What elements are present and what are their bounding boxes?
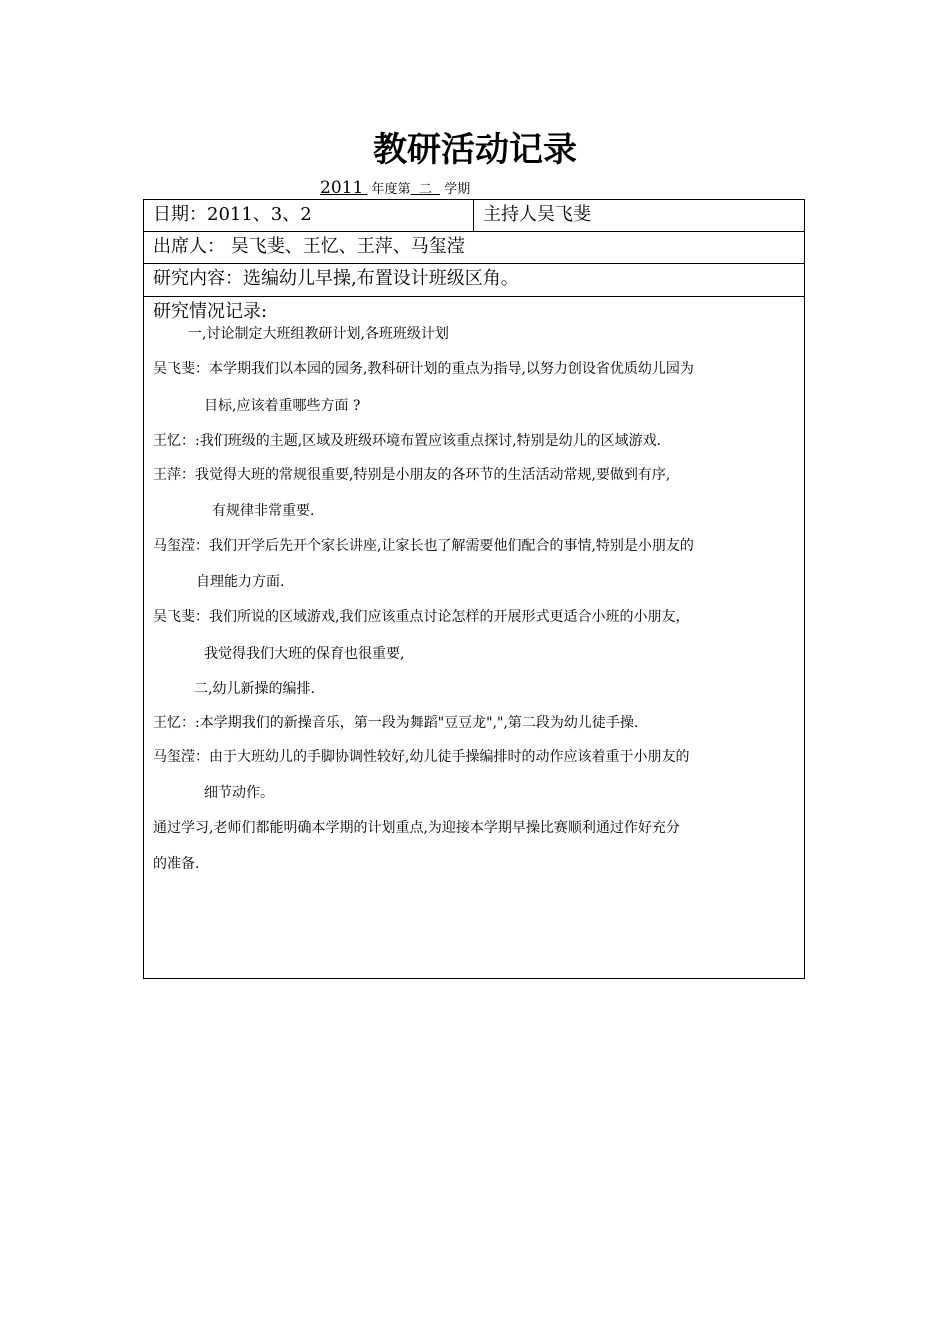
record-line: 有规律非常重要.: [212, 503, 315, 519]
record-line: 吴飞斐：本学期我们以本园的园务,教科研计划的重点为指导,以努力创设省优质幼儿园为: [153, 361, 694, 377]
record-line: 马玺滢：我们开学后先开个家长讲座,让家长也了解需要他们配合的事情,特别是小朋友的: [153, 538, 694, 554]
content-row: [144, 264, 804, 297]
record-line: 二,幼儿新操的编排.: [194, 681, 315, 697]
attendees-cell: 出席人： 吴飞斐、王忆、王萍、马玺滢: [153, 236, 465, 257]
research-content-cell: 研究内容：选编幼儿早操,布置设计班级区角。: [153, 268, 519, 289]
semester-line: [320, 177, 470, 201]
record-line: 一,讨论制定大班组教研计划,各班班级计划: [188, 326, 449, 342]
date-host-row: [144, 200, 804, 232]
record-line: 自理能力方面.: [196, 574, 285, 590]
record-line: 吴飞斐：我们所说的区域游戏,我们应该重点讨论怎样的开展形式更适合小班的小朋友，: [153, 609, 690, 625]
record-line: 王忆：:我们班级的主题,区域及班级环境布置应该重点探讨,特别是幼儿的区域游戏.: [153, 433, 662, 449]
record-line: 细节动作。: [204, 785, 274, 801]
record-line: 王忆：:本学期我们的新操音乐，第一段为舞蹈"豆豆龙",",第二段为幼儿徒手操.: [153, 715, 639, 731]
semester-term-suffix: 学期: [444, 182, 471, 197]
record-line: 通过学习,老师们都能明确本学期的计划重点,为迎接本学期早操比赛顺利通过作好充分: [153, 820, 680, 836]
record-heading: 研究情况记录:: [153, 301, 268, 322]
attendees-row: [144, 232, 804, 264]
record-table: [143, 199, 805, 979]
record-line: 马玺滢：由于大班幼儿的手脚协调性较好,幼儿徒手操编排时的动作应该着重于小朋友的: [153, 749, 690, 765]
record-line: 王萍：我觉得大班的常规很重要,特别是小朋友的各环节的生活活动常规,要做到有序,: [153, 467, 671, 483]
record-line: 目标,应该着重哪些方面 ?: [204, 398, 361, 414]
semester-year: 2011: [320, 178, 364, 198]
record-line: 我觉得我们大班的保育也很重要,: [204, 646, 405, 662]
record-line: 的准备.: [153, 856, 200, 872]
semester-year-suffix: 年度第: [371, 182, 411, 197]
date-cell: 日期：2011、3、2: [144, 200, 474, 231]
host-cell: 主持人吴飞斐: [483, 204, 591, 225]
semester-term: 二: [418, 182, 432, 197]
page-title: 教研活动记录: [373, 130, 577, 170]
